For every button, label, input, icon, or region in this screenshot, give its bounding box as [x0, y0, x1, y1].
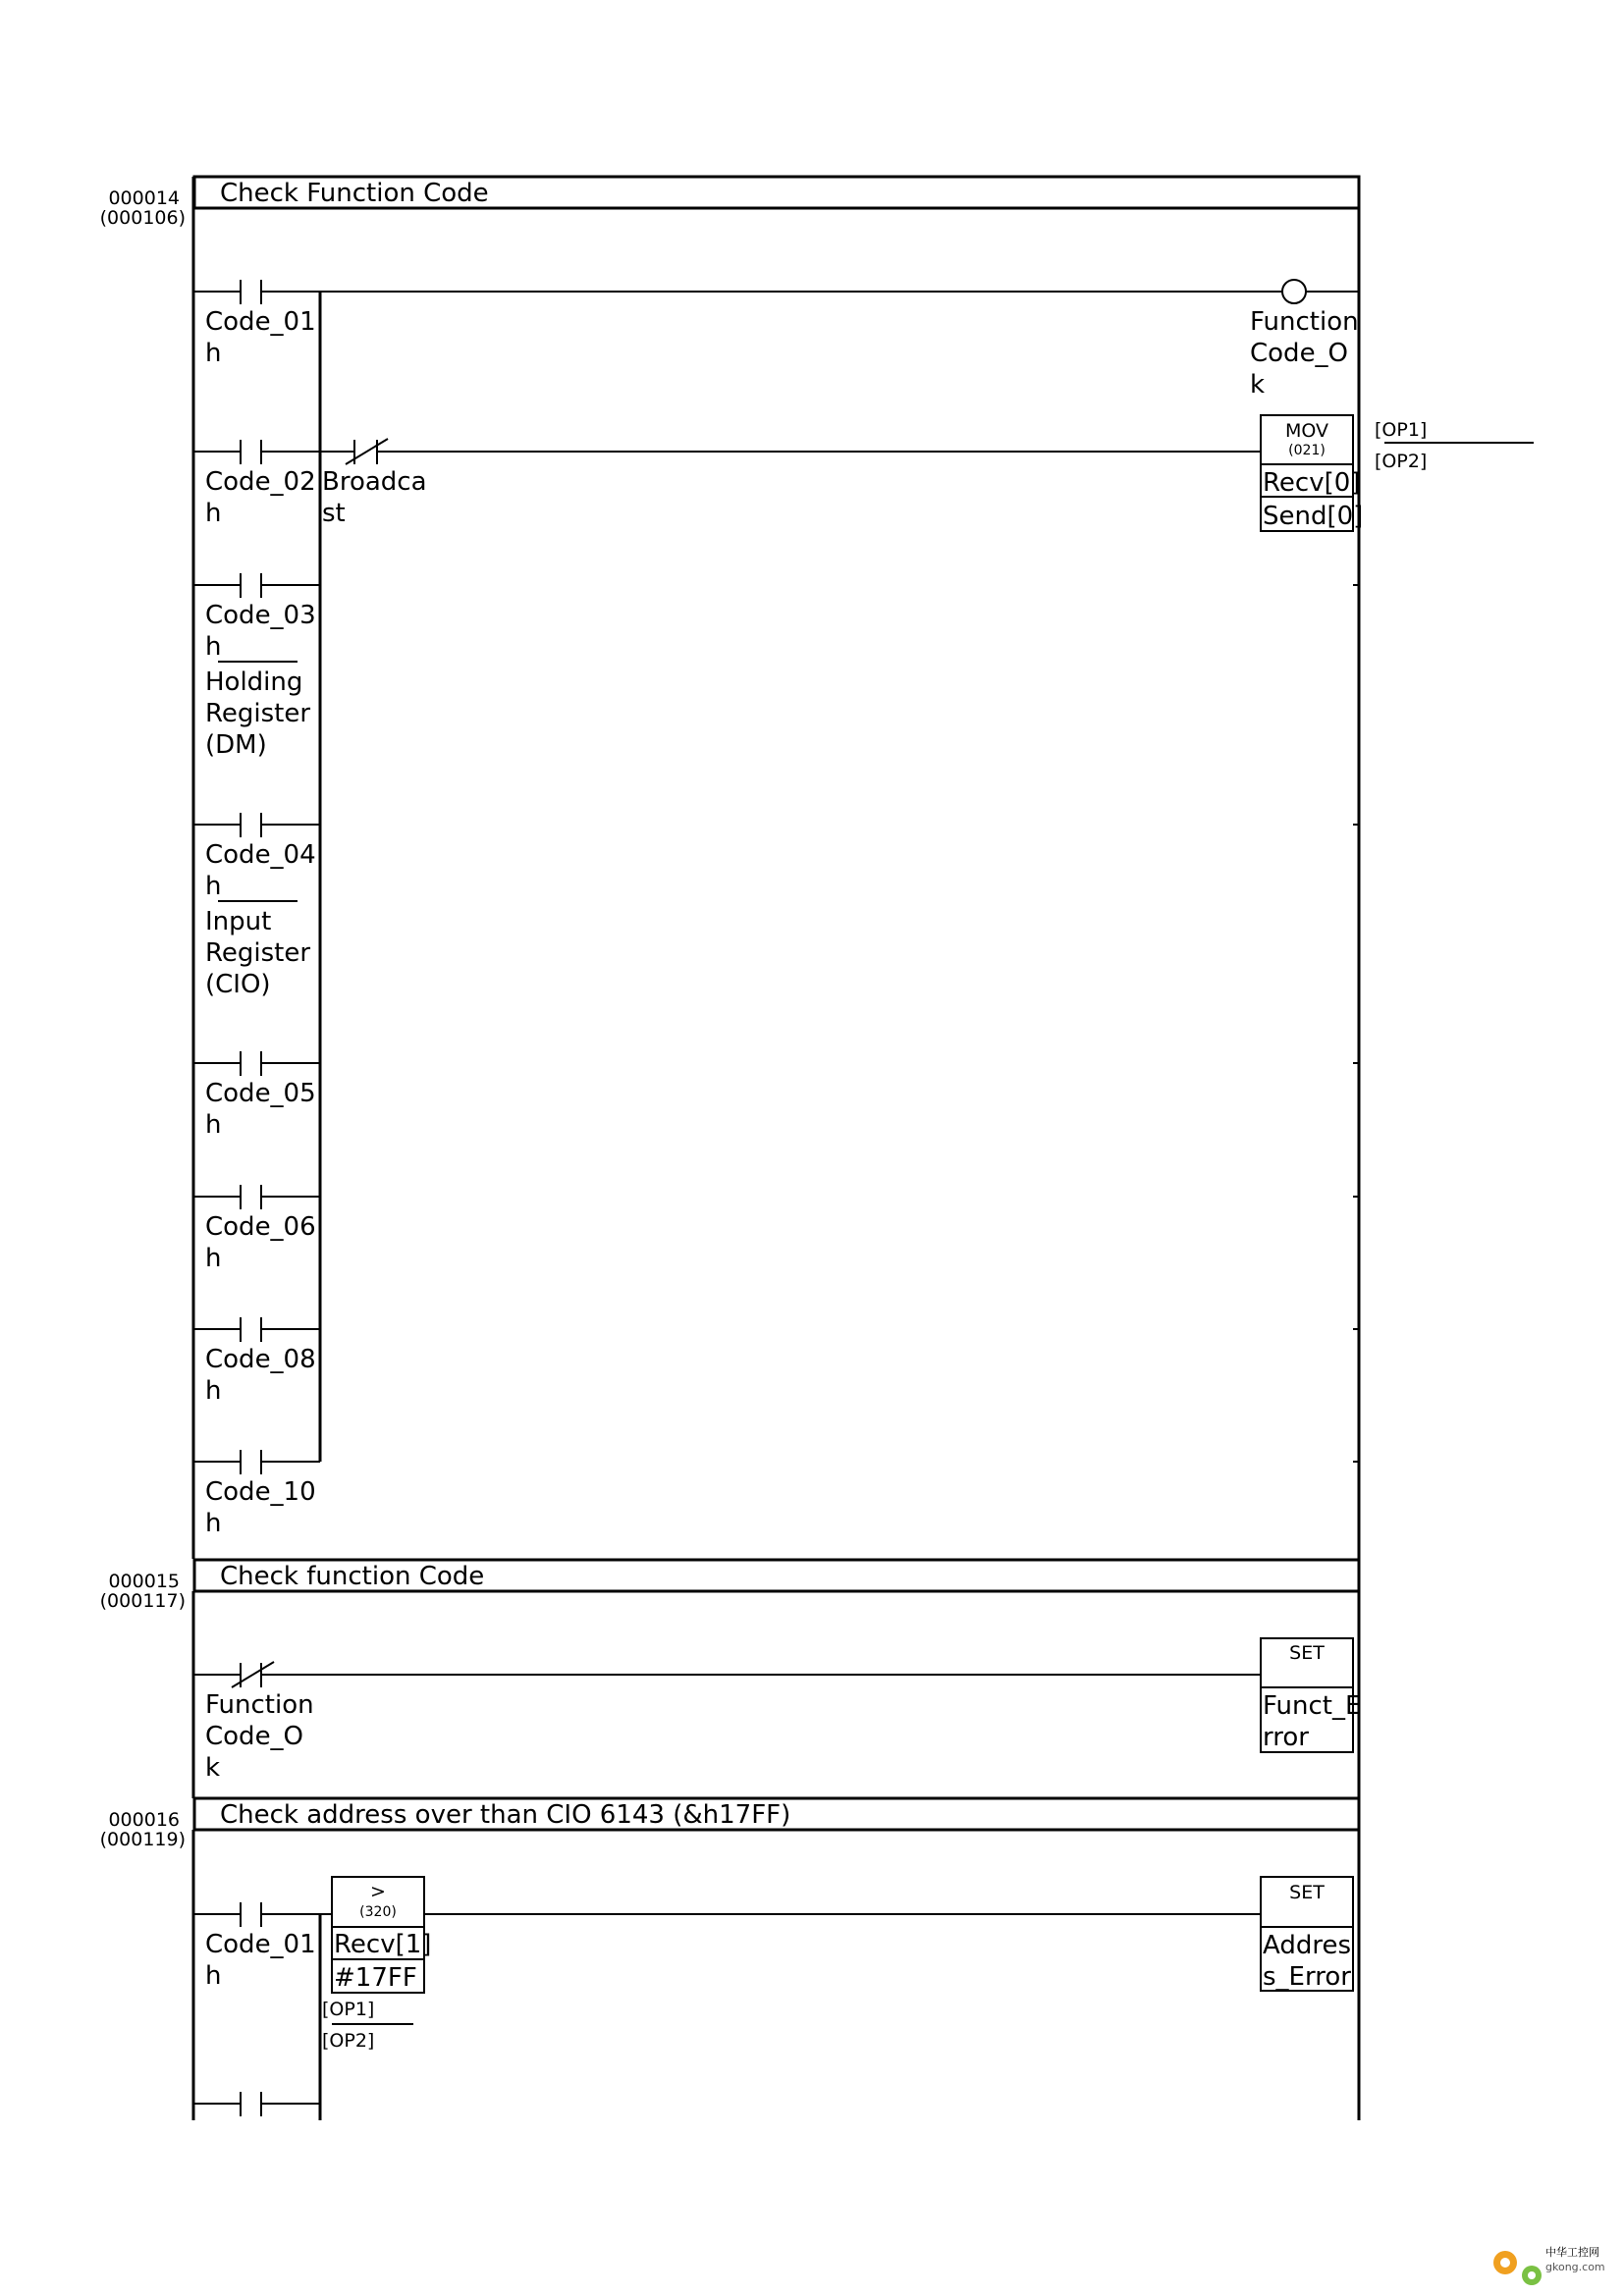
- contact-comment: Register: [205, 699, 311, 728]
- contact-label: h: [205, 872, 222, 901]
- instruction-operand: #17FF: [334, 1963, 417, 1993]
- contact-comment: Holding: [205, 667, 303, 697]
- contact-label: h: [205, 1110, 222, 1140]
- operand-legend: [322, 1999, 413, 2052]
- operand-label-op2: [OP2]: [1375, 451, 1428, 472]
- rung-step: (000119): [99, 1829, 186, 1850]
- instruction-mnemonic: SET: [1289, 1882, 1325, 1903]
- set-instruction-block[interactable]: [1261, 1638, 1361, 1752]
- contact-label: Broadca: [322, 467, 427, 497]
- contact-label: Code_O: [205, 1722, 304, 1751]
- contact-code-03h[interactable]: [193, 573, 320, 760]
- contact-label: st: [322, 499, 346, 528]
- coil-label: Function: [1250, 307, 1359, 337]
- contact-label: k: [205, 1753, 221, 1783]
- contact-label: Code_05: [205, 1079, 316, 1108]
- contact-label: Code_01: [205, 1930, 316, 1959]
- gkong-watermark-logo: [1493, 2245, 1605, 2285]
- contact-code-01h[interactable]: [193, 280, 320, 368]
- contact-comment: (CIO): [205, 970, 271, 999]
- rung-number: 000015: [108, 1571, 180, 1592]
- operand-label-op2: [OP2]: [322, 2030, 375, 2052]
- contact-label: Code_01: [205, 307, 316, 337]
- coil-function-code-ok[interactable]: [1250, 280, 1359, 400]
- contact-code-02h[interactable]: [193, 440, 320, 528]
- rung-number: 000016: [108, 1809, 180, 1831]
- contact-label: h: [205, 1244, 222, 1273]
- contact-partial-bottom[interactable]: [193, 2092, 320, 2116]
- contact-code-04h[interactable]: [193, 813, 320, 999]
- rung-comment: Check function Code: [220, 1562, 485, 1591]
- instruction-operand: s_Error: [1263, 1962, 1351, 1992]
- instruction-operand: Send[0]: [1263, 502, 1364, 531]
- set-instruction-block[interactable]: [1261, 1877, 1353, 1992]
- contact-label: h: [205, 1376, 222, 1406]
- rung-step: (000117): [99, 1590, 186, 1612]
- contact-comment: Register: [205, 938, 311, 968]
- instruction-operand: Addres: [1263, 1931, 1351, 1960]
- contact-label: Code_06: [205, 1212, 316, 1242]
- instruction-operand: Recv[1]: [334, 1930, 432, 1959]
- contact-code-10h[interactable]: [193, 1450, 320, 1538]
- compare-instruction-block[interactable]: [332, 1877, 431, 1993]
- instruction-mnemonic: MOV: [1284, 420, 1329, 442]
- contact-code-08h[interactable]: [193, 1317, 320, 1406]
- instruction-operand: Funct_E: [1263, 1691, 1362, 1721]
- mov-instruction-block[interactable]: [1261, 415, 1363, 531]
- operand-legend: [1375, 419, 1534, 472]
- operand-label-op1: [OP1]: [1375, 419, 1428, 441]
- contact-label: h: [205, 499, 222, 528]
- watermark-line1: 中华工控网: [1545, 2246, 1599, 2259]
- contact-label: Code_10: [205, 1477, 316, 1507]
- coil-label: k: [1250, 370, 1266, 400]
- instruction-function-number: (021): [1288, 443, 1326, 458]
- contact-function-code-ok-nc[interactable]: [193, 1662, 314, 1783]
- instruction-function-number: (320): [359, 1904, 397, 1920]
- rung-comment: Check Function Code: [220, 179, 489, 208]
- rung-number: 000014: [108, 187, 180, 209]
- contact-label: h: [205, 1961, 222, 1991]
- contact-code-06h[interactable]: [193, 1185, 320, 1273]
- contact-label: Code_08: [205, 1345, 316, 1374]
- coil-label: Code_O: [1250, 339, 1349, 368]
- contact-label: Code_04: [205, 840, 316, 870]
- rung-000016: [100, 1798, 1359, 2120]
- contact-label: Function: [205, 1690, 314, 1720]
- operand-label-op1: [OP1]: [322, 1999, 375, 2020]
- instruction-operand: rror: [1263, 1723, 1309, 1752]
- instruction-operand: Recv[0]: [1263, 468, 1361, 498]
- contact-label: h: [205, 632, 222, 662]
- rung-000015: [100, 1560, 1362, 1798]
- instruction-mnemonic: >: [370, 1881, 386, 1902]
- watermark-line2: gkong.com: [1545, 2261, 1605, 2273]
- rung-comment: Check address over than CIO 6143 (&h17FF): [220, 1800, 791, 1830]
- contact-comment: (DM): [205, 730, 267, 760]
- rung-000014: [100, 177, 1534, 1559]
- contact-comment: Input: [205, 907, 272, 936]
- contact-label: Code_02: [205, 467, 316, 497]
- contact-label: h: [205, 1509, 222, 1538]
- contact-code-05h[interactable]: [193, 1051, 320, 1140]
- rung-step: (000106): [99, 207, 186, 229]
- contact-label: Code_03: [205, 601, 316, 630]
- instruction-mnemonic: SET: [1289, 1642, 1325, 1664]
- contact-label: h: [205, 339, 222, 368]
- contact-code-01h[interactable]: [193, 1902, 332, 1991]
